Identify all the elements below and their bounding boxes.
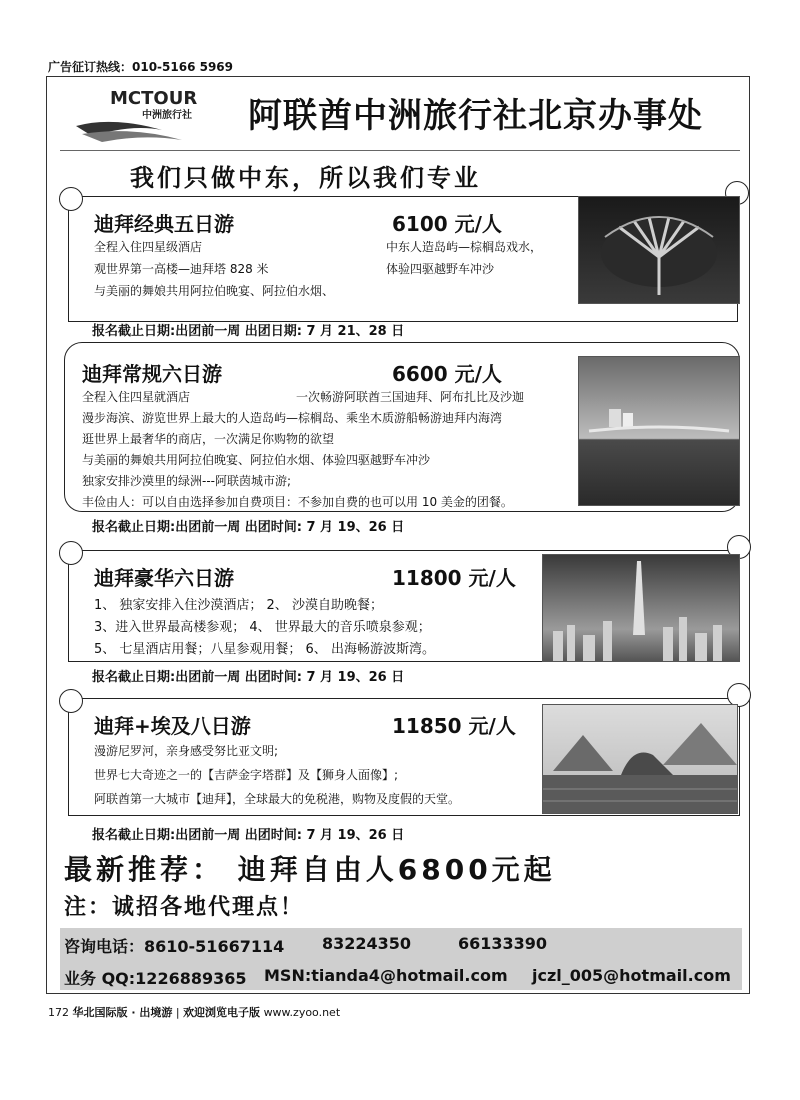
page-footer: [48, 1004, 340, 1020]
tour-title: 迪拜经典五日游: [94, 212, 234, 236]
tour-line: 体验四驱越野车冲沙: [386, 262, 495, 276]
contact-qq: 业务 QQ:1226889365: [64, 969, 247, 988]
tour-price: 11850 元/人: [392, 714, 516, 738]
contact-phone-3: 66133390: [458, 934, 548, 953]
agent-recruit-note: 注：诚招各地代理点！: [64, 895, 305, 920]
scroll-curl-icon: [59, 187, 83, 211]
tour-line: 独家安排沙漠里的绿洲---阿联茵城市游;: [82, 474, 292, 488]
palm-island-photo: [578, 196, 740, 304]
scroll-curl-icon: [59, 541, 83, 565]
burj-khalifa-photo: [542, 554, 740, 662]
tour-line: 1、 独家安排入住沙漠酒店； 2、 沙漠自助晚餐；: [94, 598, 383, 613]
pyramids-photo: [542, 704, 738, 814]
company-name: 阿联酋中洲旅行社北京办事处: [248, 96, 703, 136]
logo-brand: MCTOUR: [110, 88, 198, 109]
footer-note: 欢迎浏览电子版: [183, 1006, 261, 1019]
tour-line: 全程入住四星级酒店: [94, 240, 203, 254]
edition-label: 华北国际版 · 出境游: [72, 1006, 173, 1019]
tour-title: 迪拜豪华六日游: [94, 566, 234, 590]
tour-deadline: 报名截止日期:出团前一周 出团时间: 7 月 19、26 日: [92, 828, 405, 843]
contact-phone-2: 83224350: [322, 934, 412, 953]
tour-line: 中东人造岛屿—棕榈岛戏水，: [386, 240, 543, 254]
tour-line: 与美丽的舞娘共用阿拉伯晚宴、阿拉伯水烟、: [94, 284, 335, 298]
tour-title: 迪拜+埃及八日游: [94, 714, 251, 738]
tour-price: 6600 元/人: [392, 362, 502, 386]
tour-line: 逛世界上最奢华的商店，一次满足你购物的欲望: [82, 432, 335, 446]
tour-line: 5、 七星酒店用餐；八星参观用餐； 6、 出海畅游波斯湾。: [94, 642, 435, 657]
tour-deadline: 报名截止日期:出团前一周 出团日期: 7 月 21、28 日: [92, 324, 405, 339]
tour-line: 漫步海滨、游览世界上最大的人造岛屿—棕榈岛、乘坐木质游船畅游迪拜内海湾: [82, 411, 503, 425]
tour-line: 3、进入世界最高楼参观； 4、 世界最大的音乐喷泉参观；: [94, 620, 431, 635]
tour-line: 全程入住四星就酒店: [82, 390, 191, 404]
tour-line: 与美丽的舞娘共用阿拉伯晚宴、阿拉伯水烟、体验四驱越野车冲沙: [82, 453, 431, 467]
latest-recommendation: 最新推荐： 迪拜自由人6800元起: [64, 853, 556, 886]
contact-email: jczl_005@hotmail.com: [532, 966, 731, 985]
ad-hotline: 广告征订热线：010-5166 5969: [48, 60, 234, 74]
tour-line: 观世界第一高楼—迪拜塔 828 米: [94, 262, 269, 276]
logo-sub: 中洲旅行社: [142, 110, 192, 121]
contact-msn: MSN:tianda4@hotmail.com: [264, 966, 508, 985]
scroll-curl-icon: [59, 689, 83, 713]
contact-box: [60, 928, 742, 990]
slogan: 我们只做中东，所以我们专业: [130, 164, 481, 192]
tour-line: 一次畅游阿联酋三国迪拜、阿布扎比及沙迦: [296, 390, 525, 404]
tour-deadline: 报名截止日期:出团前一周 出团时间: 7 月 19、26 日: [92, 520, 405, 535]
tour-deadline: 报名截止日期:出团前一周 出团时间: 7 月 19、26 日: [92, 670, 405, 685]
contact-phone: 咨询电话：8610-51667114: [64, 937, 285, 956]
tour-line: 阿联酋第一大城市【迪拜】，全球最大的免税港，购物及度假的天堂。: [94, 792, 461, 806]
tour-title: 迪拜常规六日游: [82, 362, 222, 386]
mctour-logo: [72, 86, 222, 144]
website-link[interactable]: www.zyoo.net: [263, 1006, 341, 1019]
page-number: 172: [48, 1006, 69, 1019]
tour-line: 漫游尼罗河，亲身感受努比亚文明;: [94, 744, 279, 758]
atlantis-photo: [578, 356, 740, 506]
tour-price: 6100 元/人: [392, 212, 502, 236]
footer-separator: |: [175, 1006, 180, 1019]
tour-line: 丰俭由人：可以自由选择参加自费项目：不参加自费的也可以用 10 美金的团餐。: [82, 495, 513, 509]
tour-line: 世界七大奇迹之一的【吉萨金字塔群】及【狮身人面像】;: [94, 768, 399, 782]
header-divider: [60, 150, 740, 151]
tour-price: 11800 元/人: [392, 566, 516, 590]
